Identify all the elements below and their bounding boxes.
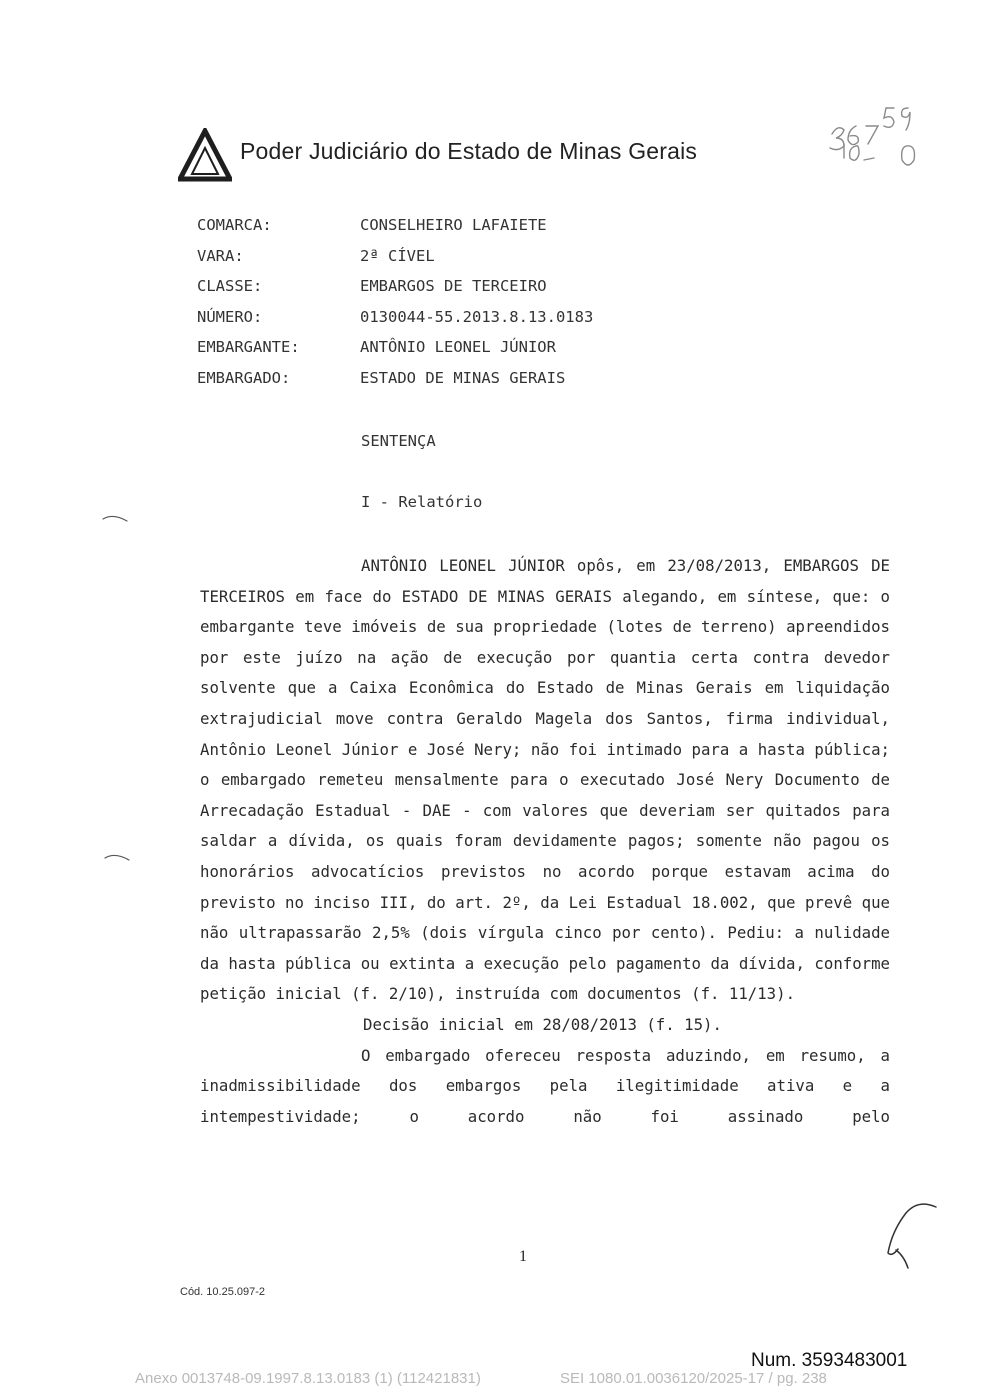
paragraph: O embargado ofereceu resposta aduzindo, em resumo, a inadmissibilidade dos embargos pela ilegitimidade ativa e a intempestividade; o acordo não foi assinado pelo bbox=[200, 1045, 890, 1126]
meta-label: EMBARGADO: bbox=[197, 368, 291, 387]
meta-row-embargado bbox=[197, 369, 797, 400]
case-metadata bbox=[197, 216, 797, 399]
form-code: Cód. 10.25.097-2 bbox=[180, 1286, 266, 1298]
meta-row-vara bbox=[197, 247, 797, 278]
meta-label: NÚMERO: bbox=[197, 307, 263, 326]
meta-value: CONSELHEIRO LAFAIETE bbox=[360, 216, 547, 234]
initials-signature bbox=[888, 1204, 936, 1268]
meta-label: VARA: bbox=[197, 246, 244, 265]
meta-label: EMBARGANTE: bbox=[197, 338, 300, 356]
handwritten-page-marks bbox=[822, 96, 932, 186]
document-header bbox=[178, 128, 778, 184]
meta-label: COMARCA: bbox=[197, 216, 272, 234]
document-number: Num. 3593483001 bbox=[751, 1350, 908, 1371]
court-title: Poder Judiciário do Estado de Minas Gerais bbox=[240, 138, 698, 164]
triangle-emblem-icon bbox=[178, 128, 232, 182]
meta-label: CLASSE: bbox=[197, 277, 263, 295]
meta-row-embargante bbox=[197, 338, 797, 369]
meta-value: 0130044-55.2013.8.13.0183 bbox=[360, 307, 594, 326]
paragraph: Decisão inicial em 28/08/2013 (f. 15). bbox=[363, 1014, 722, 1034]
annex-reference: Anexo 0013748-09.1997.8.13.0183 (1) (112421831) bbox=[135, 1370, 481, 1387]
document-body bbox=[200, 551, 890, 1132]
meta-row-comarca bbox=[197, 216, 797, 247]
meta-value: EMBARGOS DE TERCEIRO bbox=[360, 277, 547, 295]
section-title: I - Relatório bbox=[361, 493, 483, 511]
meta-row-numero bbox=[197, 308, 797, 339]
document-heading: SENTENÇA bbox=[361, 432, 436, 450]
paragraph: ANTÔNIO LEONEL JÚNIOR opôs, em 23/08/2013, EMBARGOS DE TERCEIROS em face do ESTADO DE MINAS GERAIS alegando, em síntese, que: o embargante teve imóveis de sua propriedade (lotes de terreno) apreendidos por este juízo na ação de execução por quantia certa contra devedor solvente que a Caixa Econômica do Estado de Minas Gerais em liquidação extrajudicial move contra Geraldo Magela dos Santos, firma individual, Antônio Leonel Júnior e José Nery; não foi intimado para a hasta pública; o embargado remeteu mensalmente para o executado José Nery Documento de Arrecadação Estadual - DAE - com valores que deveriam ser quitados para saldar a dívida, os quais foram devidamente pagos; somente não pagou os honorários advocatícios previstos no acordo porque estavam acima do previsto no inciso III, do art. 2º, da Lei Estadual 18.002, que prevê que não ultrapassarão 2,5% (dois vírgula cinco por cento). Pediu: a nulidade da hasta pública ou extinta a execução pelo pagamento da dívida, conforme petição inicial (f. 2/10), instruída com documentos (f. 11/13). bbox=[200, 556, 890, 1004]
meta-value: 2ª CÍVEL bbox=[360, 246, 435, 265]
meta-value: ANTÔNIO LEONEL JÚNIOR bbox=[360, 338, 556, 356]
sei-reference: SEI 1080.01.0036120/2025-17 / pg. 238 bbox=[560, 1370, 827, 1387]
meta-row-classe bbox=[197, 277, 797, 308]
page-number: 1 bbox=[519, 1248, 527, 1265]
meta-value: ESTADO DE MINAS GERAIS bbox=[360, 368, 566, 387]
